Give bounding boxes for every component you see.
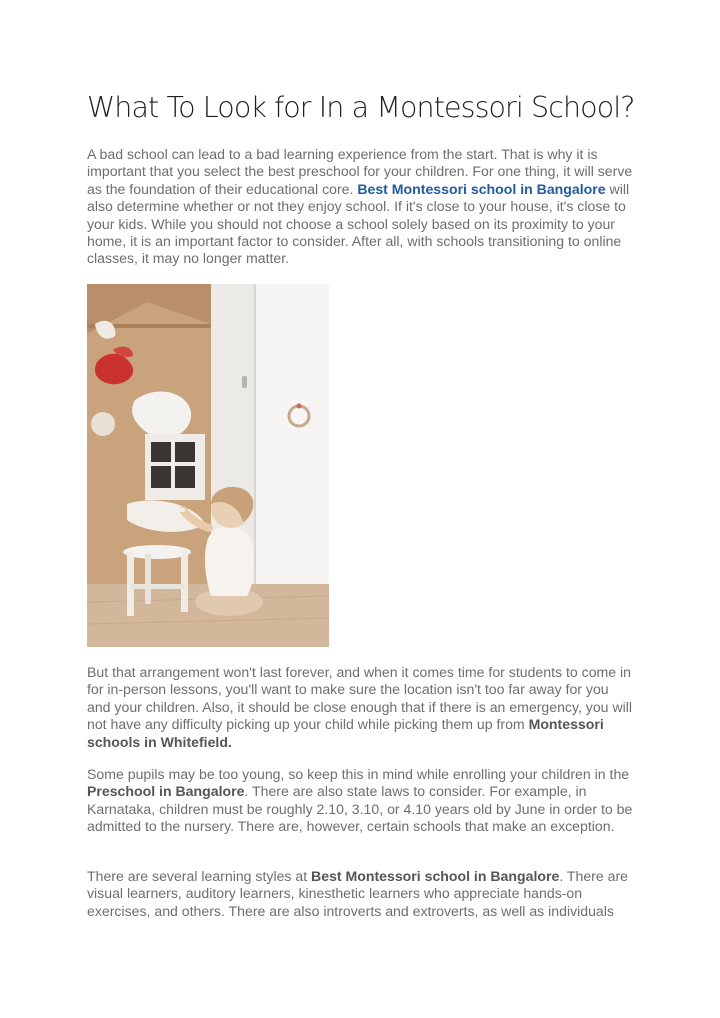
paragraph-location <box>87 664 635 751</box>
paragraph-text: . There are also state laws to consider. For example, in Karnataka, children must be roughly 2.10, 3.10, or 4.10 years old by June in order to be admitted to the nursery. There are, however, certain schools that make an exception. <box>87 783 633 835</box>
bold-phrase: Preschool in Bangalore <box>87 783 245 800</box>
page-title: What To Look for In a Montessori School? <box>87 91 635 124</box>
best-montessori-link[interactable]: Best Montessori school in Bangalore <box>357 180 606 197</box>
paragraph-text: A bad school can lead to a bad learning experience from the start. That is why it is important that you select the best preschool for your children. For one thing, it will serve as the foundation of their educational core. <box>87 146 633 197</box>
paragraph-intro <box>87 146 635 268</box>
paragraph-text: But that arrangement won't last forever, and when it comes time for students to come in for in-person lessons, you'll want to make sure the location isn't too far away for you and your children. Also, it should be close enough that if there is an emergency, you will not have any difficulty picking up your child while picking them up from <box>87 664 633 733</box>
bold-phrase: Best Montessori school in Bangalore <box>311 868 560 884</box>
paragraph-learning-styles <box>87 868 635 920</box>
paragraph-text: Some pupils may be too young, so keep this in mind while enrolling your children in the <box>87 766 630 782</box>
paragraph-text: . There are visual learners, auditory learners, kinesthetic learners who appreciate hands-on exercises, and others. There are also introverts and extroverts, as well as individuals <box>87 868 628 919</box>
paragraph-age <box>87 766 635 836</box>
paragraph-text: will also determine whether or not they enjoy school. If it's close to your house, it's close to your kids. While you should not choose a school solely based on its proximity to your home, it is an important factor to consider. After all, with schools transitioning to online classes, it may no longer matter. <box>87 180 630 267</box>
child-painting-photo <box>87 284 329 647</box>
bold-phrase: Montessori schools in Whitefield. <box>87 716 604 750</box>
paragraph-text: There are several learning styles at <box>87 868 312 884</box>
